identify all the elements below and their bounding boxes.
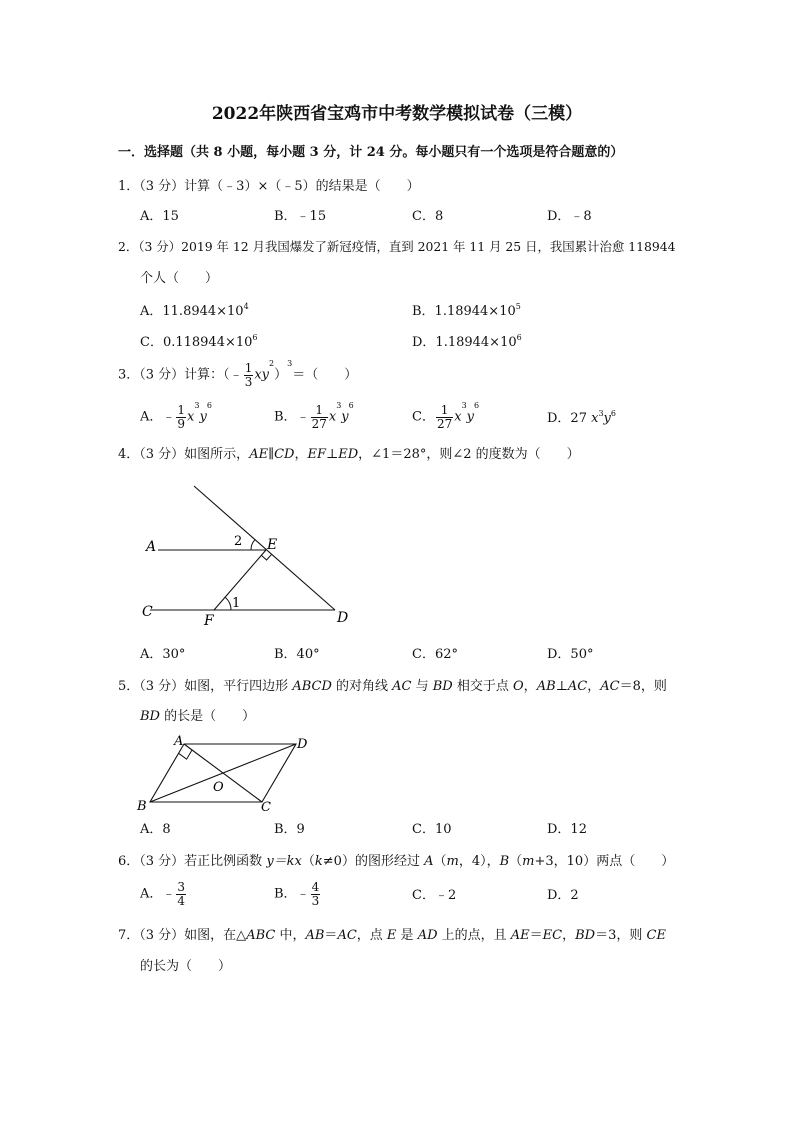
q5-option-c: C．10 [412, 822, 452, 837]
q6-option-c: C．﹣2 [412, 888, 457, 903]
q6-option-b: B．﹣ $\frac{4}{3}$ [274, 880, 320, 908]
q4-label-angle1: 1 [232, 596, 241, 611]
q4-label-a: A [146, 539, 157, 555]
question-7-stem-line2: 的长为（ ） [140, 959, 232, 974]
q5-option-b: B．9 [274, 822, 305, 837]
q4-right-angle-mark [261, 555, 271, 560]
q4-option-a: A．30° [140, 647, 186, 662]
q5-label-c: C [261, 800, 271, 815]
q3-option-b: B．﹣ $\frac{1}{27}$ $x^3y^6$ [274, 401, 354, 431]
q4-figure [130, 478, 360, 628]
q2-option-b: B．$1.18944\times 10^5$ [412, 302, 521, 319]
q4-label-e: E [267, 537, 278, 553]
q5-label-d: D [297, 737, 308, 752]
q5-right-angle-mark [179, 750, 192, 759]
question-3-stem: 3．（3 分）计算：（﹣ $\frac{1}{3}$ $xy^2)^3=$（ ） [118, 359, 358, 389]
q4-label-f: F [204, 613, 214, 628]
q5-label-a: A [174, 734, 184, 749]
q3-option-c: C． $\frac{1}{27}$ $x^3y^6$ [412, 401, 480, 431]
question-5-stem-line2: BD 的长是（ ） [140, 709, 256, 724]
page-title: 2022年陕西省宝鸡市中考数学模拟试卷（三模） [211, 104, 583, 124]
q4-label-angle2: 2 [234, 534, 243, 549]
q5-label-o: O [213, 780, 224, 795]
q4-line-through-e-d [194, 486, 335, 610]
q2-option-c: C．$0.118944\times 10^6$ [140, 333, 258, 350]
q6-option-d: D．2 [547, 888, 579, 903]
q4-option-d: D．50° [547, 647, 594, 662]
question-1-stem: 1．（3 分）计算（﹣3）×（﹣5）的结果是（ ） [118, 179, 420, 194]
q1-option-a: A．15 [140, 209, 179, 224]
q6-option-a: A．﹣ $\frac{3}{4}$ [140, 880, 186, 908]
question-4-stem: 4．（3 分）如图所示，AE∥CD，EF⊥ED，∠1＝28°，则∠2 的度数为（ ） [118, 447, 580, 462]
q3-fraction: $\frac{1}{3}$ [244, 361, 253, 389]
q5-figure [130, 730, 320, 815]
question-6-stem: 6．（3 分）若正比例函数 y＝kx（k≠0）的图形经过 A（m，4），B（m+3，10）两点（ ） [118, 854, 675, 869]
q5-option-a: A．8 [140, 822, 171, 837]
q4-label-d: D [337, 610, 349, 626]
q4-option-c: C．62° [412, 647, 458, 662]
q4-option-b: B．40° [274, 647, 320, 662]
q4-angle1-arc [225, 597, 231, 610]
question-5-stem-line1: 5．（3 分）如图，平行四边形 ABCD 的对角线 AC 与 BD 相交于点 O，AB⊥AC，AC＝8，则 [118, 679, 667, 694]
section-header: 一．选择题（共 8 小题，每小题 3 分，计 24 分。每小题只有一个选项是符合题意的） [118, 145, 624, 160]
q4-label-c: C [142, 604, 153, 620]
q2-option-a: A．$11.8944\times 10^4$ [140, 302, 249, 319]
q1-option-b: B．﹣15 [274, 209, 327, 224]
q3-option-a: A．﹣ $\frac{1}{9}$ $x^3y^6$ [140, 401, 212, 431]
q5-label-b: B [137, 799, 147, 814]
question-7-stem-line1: 7．（3 分）如图，在△ABC 中，AB＝AC，点 E 是 AD 上的点，且 AE＝EC，BD＝3，则 CE [118, 928, 666, 943]
q3-option-d: D．27 $x^3y^6$ [547, 409, 616, 426]
q1-option-d: D．﹣8 [547, 209, 592, 224]
q2-option-d: D．$1.18944\times 10^6$ [412, 333, 522, 350]
q4-angle2-arc [251, 540, 255, 550]
question-2-stem-line1: 2．（3 分）2019 年 12 月我国爆发了新冠疫情，直到 2021 年 11 月 25 日，我国累计治愈 118944 [118, 239, 676, 254]
q5-option-d: D．12 [547, 822, 587, 837]
question-2-stem-line2: 个人（ ） [140, 271, 219, 286]
q1-option-c: C．8 [412, 209, 444, 224]
